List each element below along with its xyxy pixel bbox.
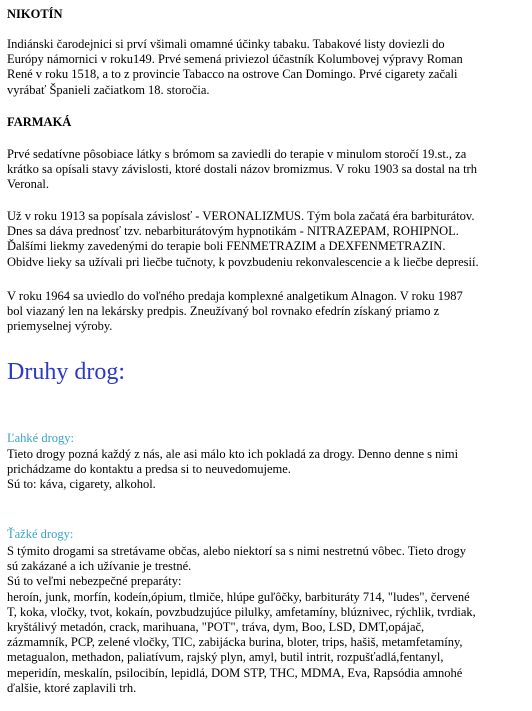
text-line: ďalšie, ktoré zaplavili trh. <box>7 680 137 695</box>
text-line: V roku 1964 sa uviedlo do voľného predaja komplexné analgetikum Alnagon. V roku 1987 <box>7 289 463 303</box>
text-line: T, koka, vločky, tvot, kokaín, povzbudzujúce pilulky, amfetamíny, blúznivec, rýchlik, tvrdiak, <box>7 604 476 619</box>
text-line: metagualon, methadon, paliatívum, rajský plyn, amyl, butil intrit, rozpušťadlá,fentanyl, <box>7 650 444 665</box>
farmaka-paragraph-1 <box>7 147 527 193</box>
farmaka-paragraph-2 <box>7 209 527 270</box>
text-line: kryštálivý metadón, crack, marihuana, "POT", tráva, dym, Boo, LSD, DMT,opájač, <box>7 620 425 635</box>
lahke-drogy-paragraph <box>7 447 527 493</box>
farmaka-heading: FARMAKÁ <box>7 115 72 129</box>
text-line: Európy námornici v roku149. Prvé semená priviezol účastník Kolumbovej výpravy Roman <box>7 52 463 67</box>
text-line: Ďalšími liekmy zavedenými do terapie boli FENMETRAZIM a DEXFENMETRAZIN. <box>7 239 446 254</box>
text-line: meperidín, meskalín, psilocibín, lepidlá, DOM STP, THC, MDMA, Eva, Rapsódia amnohé <box>7 665 463 680</box>
text-line: Už v roku 1913 sa popísala závislosť - VERONALIZMUS. Tým bola začatá éra barbiturátov. <box>7 209 475 223</box>
lahke-drogy-heading: Ľahké drogy: <box>7 431 74 445</box>
text-line: Tieto drogy pozná každý z nás, ale asi málo kto ich pokladá za drogy. Denno denne s nimi <box>7 447 459 461</box>
text-line: Veronal. <box>7 177 49 192</box>
text-line: prichádzame do kontaktu a predsa si to neuvedomujeme. <box>7 462 291 477</box>
text-line: S týmito drogami sa stretávame občas, alebo niektorí sa s nimi nestretnú vôbec. Tieto drogy <box>7 544 466 558</box>
tazke-drogy-heading: Ťažké drogy: <box>7 527 74 541</box>
tazke-drogy-paragraph <box>7 544 527 696</box>
text-line: krátko sa opísali stavy závislosti, ktoré dostali názov bromizmus. V roku 1903 sa dostal na trh <box>7 162 477 177</box>
text-line: zázmamník, PCP, zelené vločky, TIC, zabijácka burina, bloter, trips, hašiš, metamfetamíny, <box>7 635 463 650</box>
text-line: bol viazaný len na lekársky predpis. Zneužívaný bol rovnako efedrín získaný priamo z <box>7 304 440 319</box>
druhy-drog-title: Druhy drog: <box>7 359 125 385</box>
text-line: René v roku 1518, a to z provincie Tabacco na ostrove Can Domingo. Prvé cigarety začali <box>7 67 458 82</box>
text-line: Obidve lieky sa užívali pri liečbe tučnoty, k povzbudeniu rekonvalescencie a k liečbe depresií. <box>7 254 479 269</box>
nikotin-paragraph <box>7 37 527 98</box>
text-line: heroín, junk, morfín, kodeín,ópium, tlmiče, hlúpe guľôčky, barbituráty 714, "ludes", červené <box>7 589 470 604</box>
text-line: Indiánski čarodejnici si prví všimali omamné účinky tabaku. Tabakové listy doviezli do <box>7 37 445 51</box>
text-line: sú zakázané a ich užívanie je trestné. <box>7 559 192 574</box>
text-line: Sú to veľmi nebezpečné preparáty: <box>7 574 182 589</box>
farmaka-paragraph-3 <box>7 289 527 335</box>
text-line: vyrábať Španieli začiatkom 18. storočia. <box>7 82 210 97</box>
text-line: Prvé sedatívne pôsobiace látky s brómom sa zaviedli do terapie v minulom storočí 19.st., za <box>7 147 467 161</box>
text-line: Dnes sa dáva prednosť tzv. nebarbiturátovým hypnotikám - NITRAZEPAM, ROHIPNOL. <box>7 224 459 239</box>
text-line: Sú to: káva, cigarety, alkohol. <box>7 477 156 492</box>
text-line: priemyselnej výroby. <box>7 319 113 334</box>
nikotin-heading: NIKOTÍN <box>7 7 63 21</box>
